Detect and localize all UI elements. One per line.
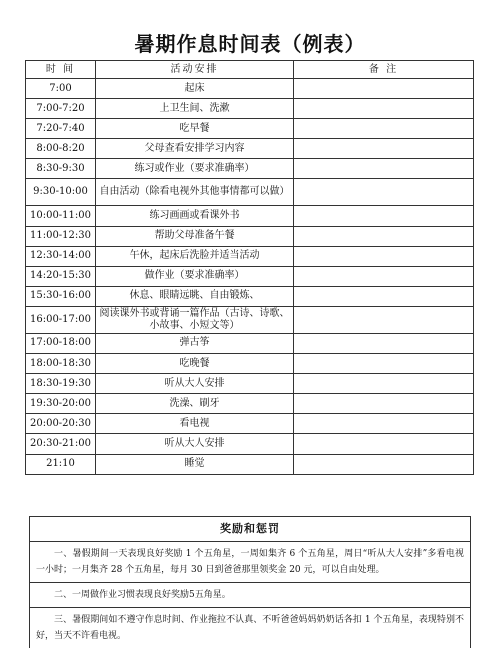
activity-cell: 帮助父母准备午餐 <box>96 226 294 246</box>
table-row <box>26 79 474 99</box>
table-row <box>26 454 474 474</box>
activity-cell: 午休，起床后洗脸并适当活动 <box>96 246 294 266</box>
table-row <box>26 394 474 414</box>
note-cell <box>294 434 474 454</box>
table-row <box>26 206 474 226</box>
table-row <box>26 179 474 206</box>
table-header-row <box>26 61 474 79</box>
table-row <box>26 139 474 159</box>
time-cell: 17:00-18:00 <box>26 333 96 353</box>
reward-rule: 二、一周做作业习惯表现良好奖励5五角星。 <box>30 583 470 608</box>
note-cell <box>294 179 474 206</box>
note-cell <box>294 139 474 159</box>
table-row <box>26 159 474 179</box>
header-activity: 活动安排 <box>96 61 294 79</box>
schedule-table <box>25 60 474 475</box>
rewards-box <box>29 516 471 648</box>
table-row <box>26 374 474 394</box>
time-cell: 20:00-20:30 <box>26 414 96 434</box>
note-cell <box>294 119 474 139</box>
time-cell: 19:30-20:00 <box>26 394 96 414</box>
note-cell <box>294 333 474 353</box>
note-cell <box>294 286 474 306</box>
time-cell: 14:20-15:30 <box>26 266 96 286</box>
activity-cell: 听从大人安排 <box>96 434 294 454</box>
table-row <box>26 333 474 353</box>
activity-cell: 上卫生间、洗漱 <box>96 99 294 119</box>
activity-cell: 起床 <box>96 79 294 99</box>
time-cell: 8:30-9:30 <box>26 159 96 179</box>
table-row <box>26 434 474 454</box>
activity-cell: 看电视 <box>96 414 294 434</box>
note-cell <box>294 226 474 246</box>
time-cell: 10:00-11:00 <box>26 206 96 226</box>
activity-cell: 吃早餐 <box>96 119 294 139</box>
header-note: 备 注 <box>294 61 474 79</box>
note-cell <box>294 246 474 266</box>
table-row <box>26 286 474 306</box>
note-cell <box>294 374 474 394</box>
time-cell: 12:30-14:00 <box>26 246 96 266</box>
activity-cell: 练习或作业（要求准确率） <box>96 159 294 179</box>
activity-cell: 睡觉 <box>96 454 294 474</box>
note-cell <box>294 266 474 286</box>
activity-cell: 练习画画或看课外书 <box>96 206 294 226</box>
note-cell <box>294 414 474 434</box>
note-cell <box>294 354 474 374</box>
activity-cell: 听从大人安排 <box>96 374 294 394</box>
note-cell <box>294 79 474 99</box>
activity-cell: 弹古筝 <box>96 333 294 353</box>
page-title: 暑期作息时间表（例表） <box>134 32 366 56</box>
activity-cell: 吃晚餐 <box>96 354 294 374</box>
table-row <box>26 414 474 434</box>
table-row <box>26 226 474 246</box>
activity-cell: 休息、眼睛远眺、自由锻炼、 <box>96 286 294 306</box>
time-cell: 8:00-8:20 <box>26 139 96 159</box>
table-row <box>26 246 474 266</box>
time-cell: 7:00-7:20 <box>26 99 96 119</box>
activity-cell: 自由活动（除看电视外其他事情都可以做） <box>96 179 294 206</box>
table-row <box>26 306 474 333</box>
table-row <box>26 266 474 286</box>
time-cell: 20:30-21:00 <box>26 434 96 454</box>
note-cell <box>294 306 474 333</box>
rewards-title: 奖励和惩罚 <box>30 517 470 542</box>
time-cell: 18:00-18:30 <box>26 354 96 374</box>
header-time: 时 间 <box>26 61 96 79</box>
note-cell <box>294 394 474 414</box>
note-cell <box>294 159 474 179</box>
table-row <box>26 99 474 119</box>
table-row <box>26 354 474 374</box>
time-cell: 21:10 <box>26 454 96 474</box>
reward-rule: 一、暑假期间一天表现良好奖励 1 个五角星，一周如集齐 6 个五角星，周日“听从大人安排”多看电视一小时；一月集齐 28 个五角星，每月 30 日到爸爸那里领奖金 20 元，可以自由处理。 <box>30 542 470 583</box>
note-cell <box>294 99 474 119</box>
note-cell <box>294 454 474 474</box>
activity-cell: 阅读课外书或背诵一篇作品（古诗、诗歌、小故事、小短文等） <box>96 306 294 333</box>
time-cell: 16:00-17:00 <box>26 306 96 333</box>
time-cell: 11:00-12:30 <box>26 226 96 246</box>
time-cell: 15:30-16:00 <box>26 286 96 306</box>
activity-cell: 做作业（要求准确率） <box>96 266 294 286</box>
time-cell: 18:30-19:30 <box>26 374 96 394</box>
activity-cell: 洗澡、刷牙 <box>96 394 294 414</box>
activity-cell: 父母查看安排学习内容 <box>96 139 294 159</box>
time-cell: 7:00 <box>26 79 96 99</box>
time-cell: 9:30-10:00 <box>26 179 96 206</box>
table-row <box>26 119 474 139</box>
time-cell: 7:20-7:40 <box>26 119 96 139</box>
note-cell <box>294 206 474 226</box>
reward-rule: 三、暑假期间如不遵守作息时间、作业拖拉不认真、不听爸爸妈妈奶奶话各扣 1 个五角星，表现特别不好，当天不许看电视。 <box>36 615 464 641</box>
